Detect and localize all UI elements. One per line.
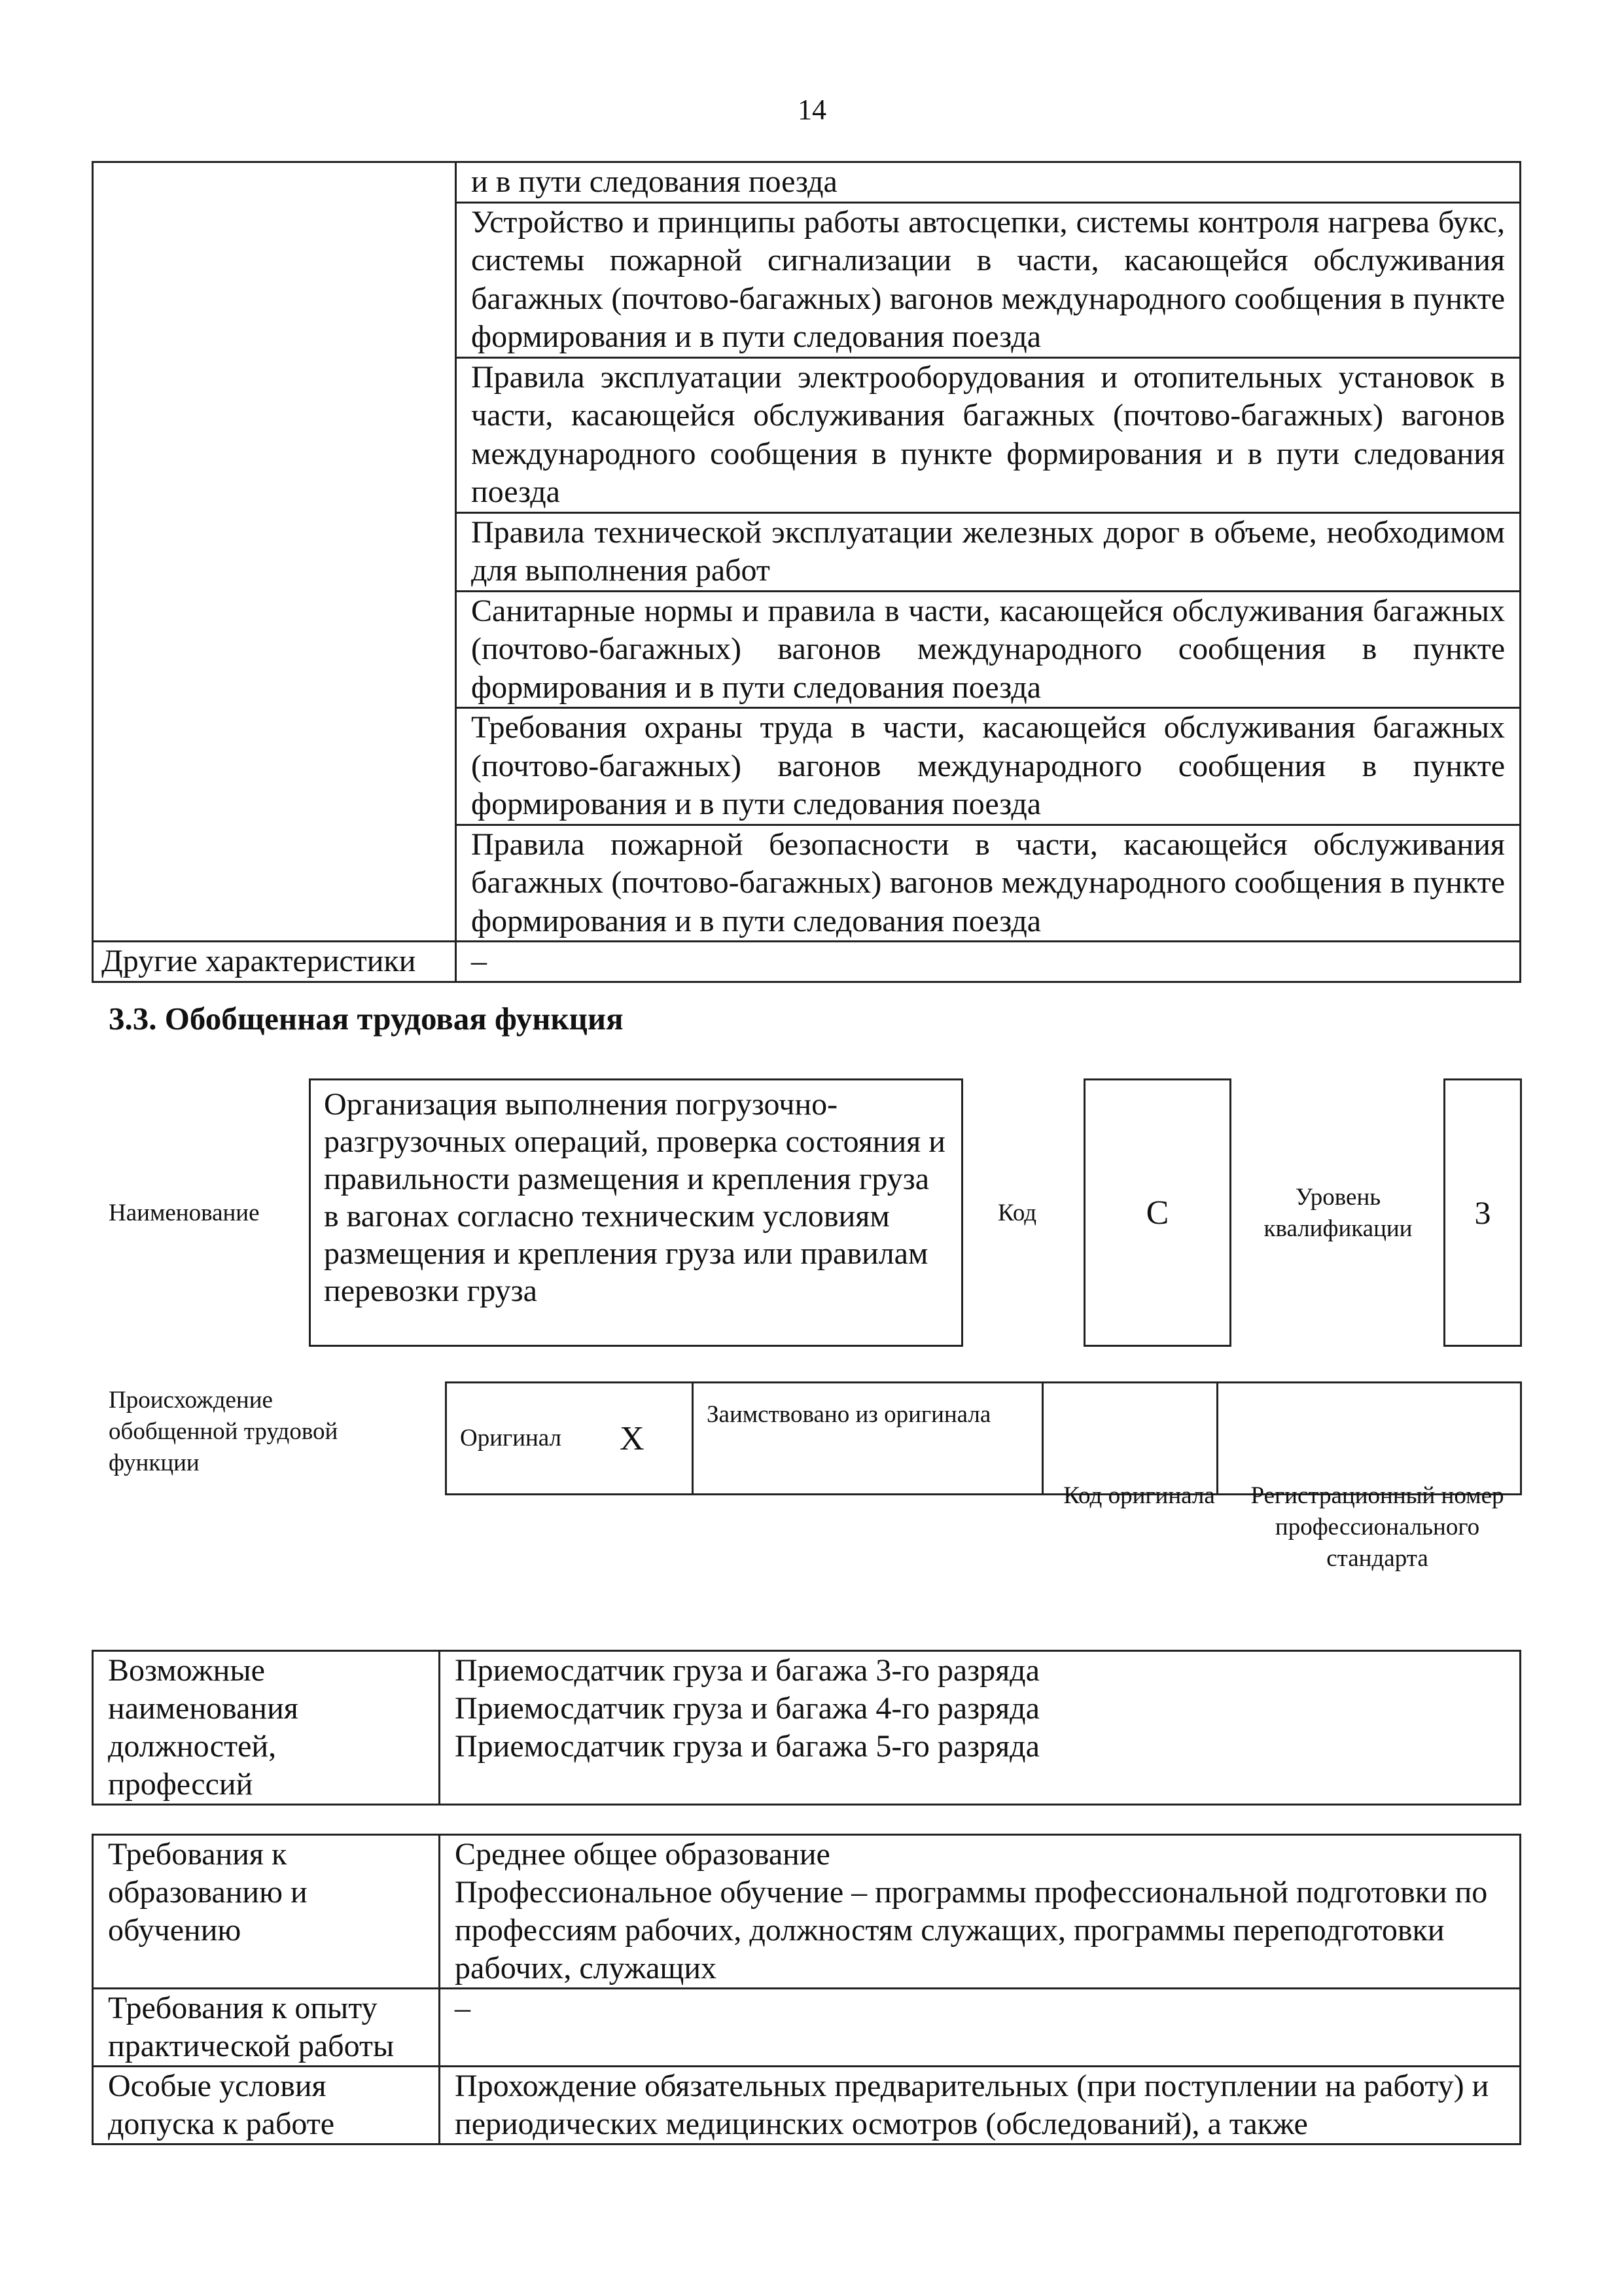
admission-label: Особые условия допуска к работе xyxy=(93,2067,440,2144)
other-characteristics-label: Другие характеристики xyxy=(93,942,456,982)
positions-label: Возможные наименования должностей, профессий xyxy=(93,1651,440,1805)
knowledge-item: Устройство и принципы работы автосцепки, системы контроля нагрева букс, системы пожарной сигнализации в части, касающейся обслуживания багажных (почтово-багажных) вагонов международного сообщения в пункте формирования и в пути следования поезда xyxy=(456,202,1521,357)
origin-label: Происхождение обобщенной трудовой функции xyxy=(109,1387,338,1476)
education-item: Профессиональное обучение – программы профессиональной подготовки по профессиям рабочих, должностям служащих, программы переподготовки рабочих, служащих xyxy=(455,1875,1488,1985)
positions-table xyxy=(92,1650,1521,1806)
position-item: Приемосдатчик груза и багажа 5-го разряда xyxy=(455,1729,1040,1764)
knowledge-item: Санитарные нормы и правила в части, касающейся обслуживания багажных (почтово-багажных) вагонов международного сообщения в пункте формирования и в пути следования поезда xyxy=(456,591,1521,708)
position-item: Приемосдатчик груза и багажа 3-го разряда xyxy=(455,1653,1040,1688)
education-item: Среднее общее образование xyxy=(455,1837,830,1872)
table-row xyxy=(93,942,1521,982)
knowledge-item: и в пути следования поезда xyxy=(456,162,1521,203)
experience-value: – xyxy=(440,1989,1521,2067)
empty-label-cell xyxy=(93,162,456,942)
level-value-box xyxy=(1443,1078,1522,1347)
table-row xyxy=(93,162,1521,203)
section-heading: 3.3. Обобщенная трудовая функция xyxy=(109,1001,624,1037)
knowledge-item: Правила технической эксплуатации железных дорог в объеме, необходимом для выполнения работ xyxy=(456,512,1521,591)
reg-number-caption: Регистрационный номер профессионального стандарта xyxy=(1250,1482,1504,1572)
positions-list xyxy=(440,1651,1521,1805)
knowledge-table xyxy=(92,161,1521,983)
education-label: Требования к образованию и обучению xyxy=(93,1835,440,1989)
origin-table xyxy=(445,1381,1522,1495)
knowledge-item: Требования охраны труда в части, касающейся обслуживания багажных (почтово-багажных) вагонов международного сообщения в пункте формирования и в пути следования поезда xyxy=(456,708,1521,825)
level-label: Уровень квалификации xyxy=(1263,1184,1413,1242)
level-value: 3 xyxy=(1474,1194,1491,1231)
code-label: Код xyxy=(998,1200,1037,1226)
table-row xyxy=(93,2067,1521,2144)
original-mark: X xyxy=(573,1383,693,1495)
position-item: Приемосдатчик груза и багажа 4-го разряда xyxy=(455,1691,1040,1726)
admission-value: Прохождение обязательных предварительных (при поступлении на работу) и периодических медицинских осмотров (обследований), а также xyxy=(440,2067,1521,2144)
table-row xyxy=(93,1835,1521,1989)
knowledge-item: Правила пожарной безопасности в части, касающейся обслуживания багажных (почтово-багажных) вагонов международного сообщения в пункте формирования и в пути следования поезда xyxy=(456,825,1521,942)
function-name-box: Организация выполнения погрузочно-разгрузочных операций, проверка состояния и правильности размещения и крепления груза в вагонах согласно техническим условиям размещения и крепления груза или правилам перевозки груза xyxy=(309,1078,963,1347)
name-label: Наименование xyxy=(109,1200,260,1226)
borrowed-label: Заимствовано из оригинала xyxy=(693,1383,1043,1495)
knowledge-item: Правила эксплуатации электрооборудования и отопительных установок в части, касающейся обслуживания багажных (почтово-багажных) вагонов международного сообщения в пункте формирования и в пути следования поезда xyxy=(456,357,1521,512)
table-row xyxy=(93,1651,1521,1805)
code-value-box xyxy=(1084,1078,1231,1347)
code-original-cell xyxy=(1043,1383,1218,1495)
code-original-caption: Код оригинала xyxy=(1063,1482,1215,1509)
reg-number-cell xyxy=(1218,1383,1521,1495)
other-characteristics-value: – xyxy=(456,942,1521,982)
page-number: 14 xyxy=(798,94,826,126)
requirements-table xyxy=(92,1834,1521,2145)
education-list xyxy=(440,1835,1521,1989)
experience-label: Требования к опыту практической работы xyxy=(93,1989,440,2067)
original-label: Оригинал xyxy=(446,1383,573,1495)
code-value: C xyxy=(1146,1194,1169,1232)
table-row xyxy=(93,1989,1521,2067)
table-row xyxy=(446,1383,1521,1495)
